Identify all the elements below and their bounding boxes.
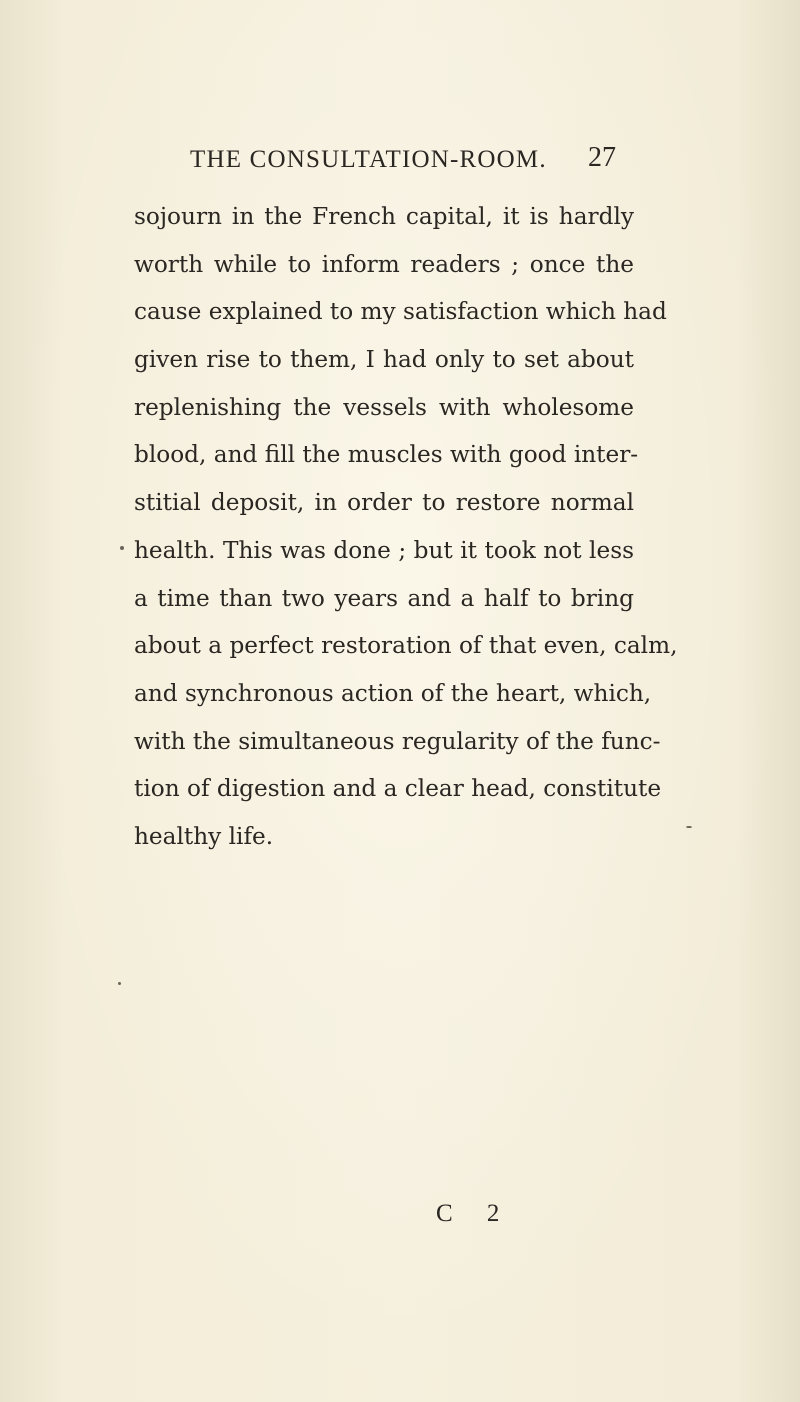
text-line: given rise to them, I had only to set about [134, 346, 634, 374]
running-title: THE CONSULTATION-ROOM. [190, 146, 547, 173]
paper-speck [686, 826, 692, 828]
text-line: with the simultaneous regularity of the func- [134, 727, 661, 755]
text-line: blood, and fill the muscles with good inter- [134, 441, 639, 469]
text-line: stitial deposit, in order to restore normal [134, 489, 634, 517]
text-line: about a perfect restoration of that even, calm, [134, 632, 678, 660]
body-text [134, 193, 678, 861]
text-line: sojourn in the French capital, it is hardly [134, 203, 634, 230]
text-line: health. This was done ; but it took not less [134, 536, 634, 564]
text-line-last: healthy life. [134, 822, 274, 850]
text-line: a time than two years and a half to bring [134, 584, 634, 612]
paper-speck [118, 982, 121, 985]
paper-speck [120, 546, 124, 550]
text-line: tion of digestion and a clear head, constitute [134, 775, 662, 803]
text-line: worth while to inform readers ; once the [134, 250, 634, 278]
page-number: 27 [588, 142, 616, 173]
signature-mark: C 2 [436, 1200, 514, 1227]
text-line: and synchronous action of the heart, which, [134, 679, 652, 707]
text-line: cause explained to my satisfaction which had [134, 298, 667, 326]
text-line: replenishing the vessels with wholesome [134, 393, 634, 421]
